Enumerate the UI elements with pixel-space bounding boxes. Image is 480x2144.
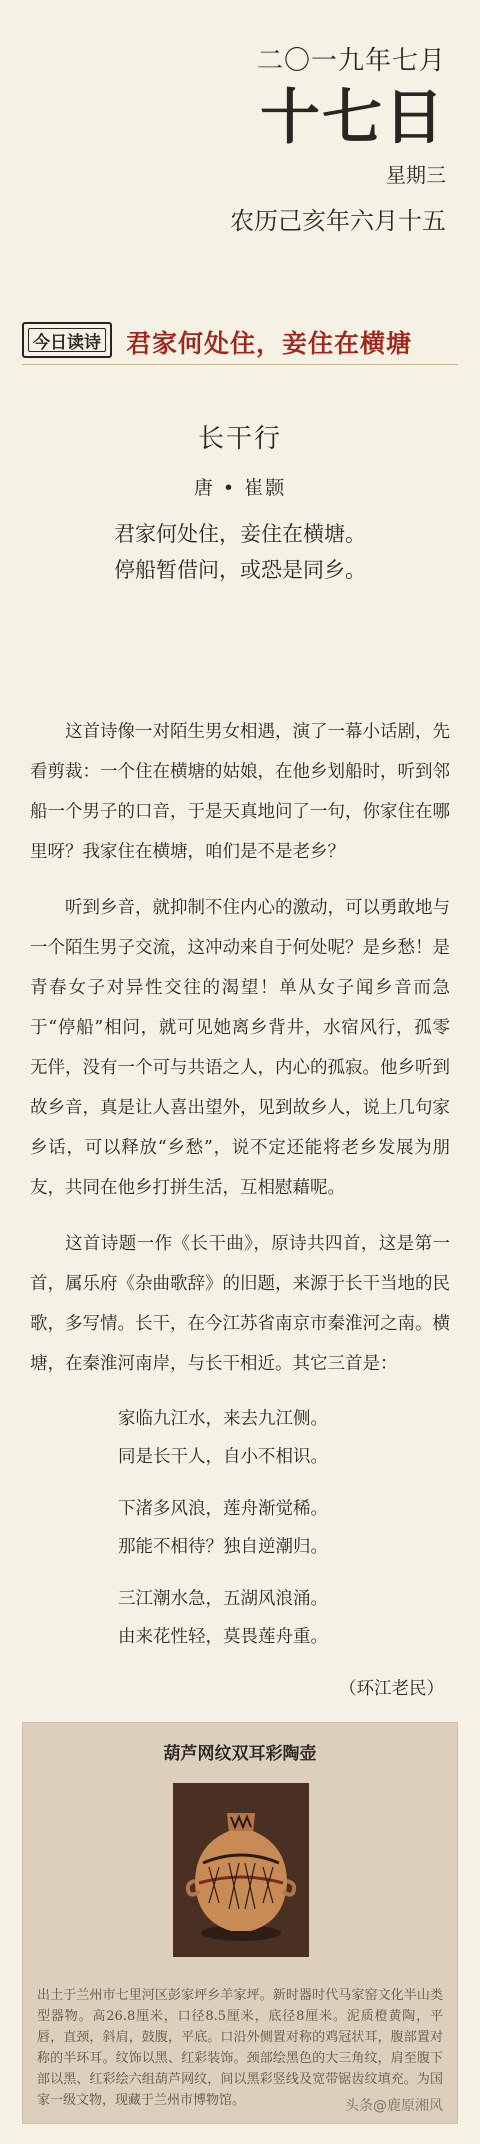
article-paragraph: 这首诗题一作《长干曲》，原诗共四首，这是第一首，属乐府《杂曲歌辞》的旧题，来源于长干当地的民歌，多写情。长干，在今江苏省南京市秦淮河之南。横塘，在秦淮河南岸，与长干相近。其它三首是： <box>30 1234 450 1374</box>
poem-line: 君家何处住，妾住在横塘。 <box>114 522 366 546</box>
poem-title: 长干行 <box>197 424 282 454</box>
date-year-month: 二〇一九年七月 <box>256 46 446 76</box>
date-lunar: 农历己亥年六月十五 <box>230 207 446 235</box>
article-paragraph: 这首诗像一对陌生男女相遇，演了一幕小话剧，先看剪裁：一个住在横塘的姑娘，在他乡划船时，听到邻船一个男子的口音，于是天真地问了一句，你家住在哪里呀？我家住在横塘，咱们是不是老乡？ <box>30 722 450 862</box>
artifact-card <box>22 1722 458 2124</box>
author-signature: （环江老民） <box>339 1679 444 1699</box>
quoted-poem <box>118 1400 450 1476</box>
date-weekday: 星期三 <box>386 163 446 187</box>
poem-header <box>22 318 458 366</box>
quoted-poem <box>118 1580 450 1656</box>
article <box>30 712 450 1708</box>
quoted-line: 同是长干人，自小不相识。 <box>118 1447 328 1467</box>
artifact-description: 出土于兰州市七里河区彭家坪乡羊家坪。新时器时代马家窑文化半山类型器物。高26.8厘米，口径8.5厘米，底径8厘米。泥质橙黄陶，平唇，直颈，斜肩，鼓腹，平底。口沿外侧置对称的鸡冠状耳，腹部置对称的半环耳。纹饰以黑、红彩装饰。颈部绘黑色的大三角纹，肩至腹下部以黑、红彩绘六组葫芦网纹，间以黑彩竖线及宽带锯齿纹填充。为国家一级文物，现藏于兰州市博物馆。 <box>37 1988 443 2108</box>
quoted-line: 下渚多风浪，莲舟渐觉稀。 <box>118 1499 328 1519</box>
quoted-poems <box>118 1400 450 1656</box>
quoted-line: 家临九江水，来去九江侧。 <box>118 1409 328 1429</box>
header-divider <box>22 364 458 365</box>
article-paragraph: 听到乡音，就抑制不住内心的激动，可以勇敢地与一个陌生男子交流，这冲动来自于何处呢？是乡愁！是青春女子对异性交往的渴望！单从女子闻乡音而急于“停船”相问，就可见她离乡背井，水宿风行，孤零无伴，没有一个可与共语之人，内心的孤寂。他乡听到故乡音，真是让人喜出望外，见到故乡人，说上几句家乡话，可以释放“乡愁”，说不定还能将老乡发展为朋友，共同在他乡打拼生活，互相慰藉呢。 <box>30 898 450 1198</box>
poem-line: 停船暂借问，或恐是同乡。 <box>114 558 366 582</box>
poem-lines <box>0 516 480 588</box>
poem-headline: 君家何处住，妾住在横塘 <box>126 329 413 358</box>
quoted-line: 那能不相待？独自逆潮归。 <box>118 1537 328 1557</box>
daily-poem-badge: 今日读诗 <box>22 322 112 358</box>
quoted-line: 三江潮水急，五湖风浪涌。 <box>118 1589 328 1609</box>
watermark: 头条@鹿原湘风 <box>345 2098 443 2114</box>
painted-pottery-jar-image <box>173 1783 309 1957</box>
poem <box>0 418 480 588</box>
artifact-title: 葫芦网纹双耳彩陶壶 <box>163 1744 317 1764</box>
date-block <box>230 44 446 238</box>
poem-author: 唐 • 崔颢 <box>193 477 287 499</box>
date-day: 十七日 <box>260 83 446 153</box>
quoted-line: 由来花性轻，莫畏莲舟重。 <box>118 1627 328 1647</box>
quoted-poem <box>118 1490 450 1566</box>
artifact-photo <box>173 1783 309 1957</box>
